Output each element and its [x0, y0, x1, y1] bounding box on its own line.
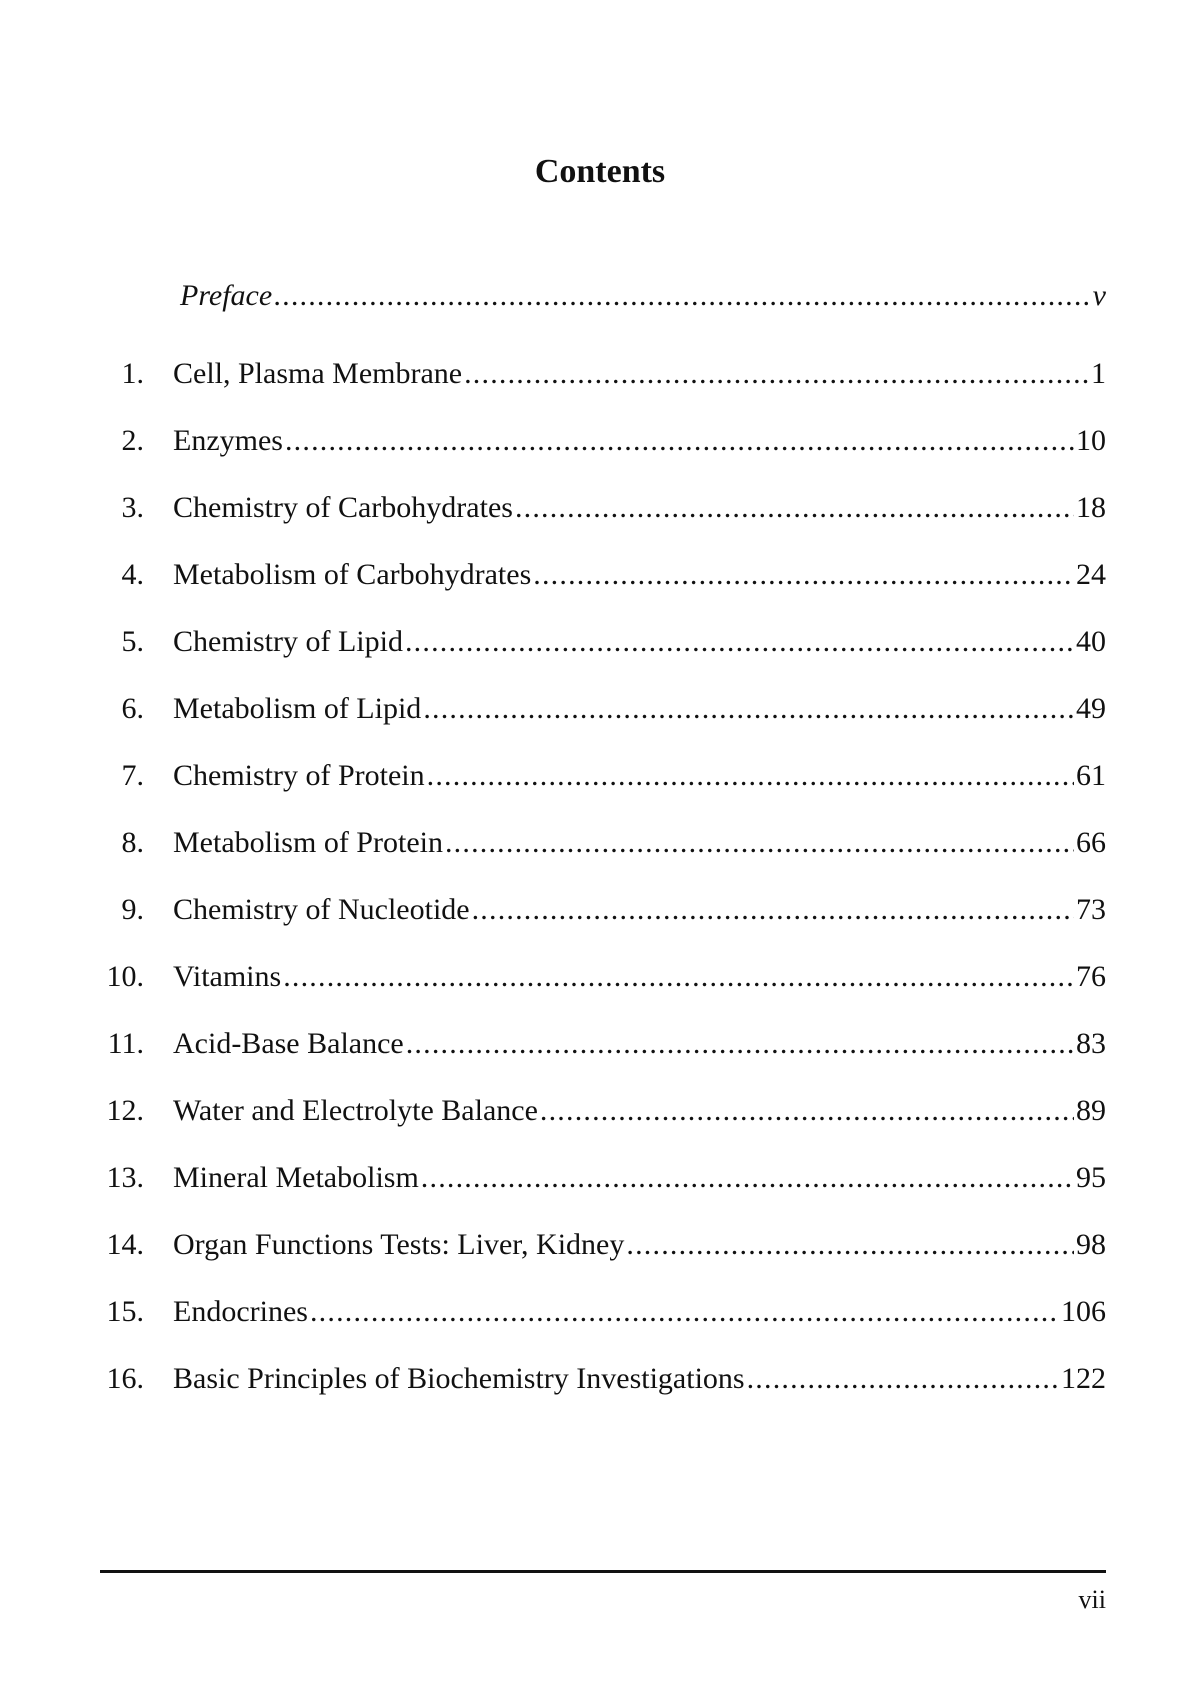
dot-leader: [464, 354, 1089, 394]
toc-entry[interactable]: [0, 555, 1200, 622]
chapter-number: 4.: [121, 558, 144, 591]
chapter-number: 8.: [121, 826, 144, 859]
chapter-number: 12.: [106, 1094, 144, 1127]
dot-leader: [747, 1359, 1059, 1399]
dot-leader: [405, 622, 1074, 662]
dot-leader: [283, 957, 1074, 997]
chapter-title: Mineral Metabolism: [173, 1161, 419, 1194]
chapter-page-number: 61: [1076, 759, 1106, 792]
dot-leader: [445, 823, 1074, 863]
page-title: Contents: [534, 153, 666, 190]
chapter-page-number: 66: [1076, 826, 1106, 859]
chapter-page-number: 106: [1061, 1295, 1106, 1328]
toc-entry[interactable]: [0, 1158, 1200, 1225]
toc-entry[interactable]: [0, 890, 1200, 957]
preface-page-number: v: [1092, 279, 1106, 312]
chapter-number: 10.: [106, 960, 144, 993]
chapter-number: 2.: [121, 424, 144, 457]
chapter-number: 1.: [121, 357, 144, 390]
preface-label: Preface: [180, 279, 273, 312]
chapter-title: Acid-Base Balance: [173, 1027, 404, 1060]
dot-leader: [472, 890, 1074, 930]
chapter-page-number: 10: [1076, 424, 1106, 457]
chapter-number: 3.: [121, 491, 144, 524]
chapter-number: 13.: [106, 1161, 144, 1194]
chapter-number: 5.: [121, 625, 144, 658]
dot-leader: [421, 1158, 1074, 1198]
chapter-page-number: 18: [1076, 491, 1106, 524]
chapter-page-number: 24: [1076, 558, 1106, 591]
chapter-page-number: 40: [1076, 625, 1106, 658]
dot-leader: [274, 276, 1091, 316]
toc-entry[interactable]: [0, 1091, 1200, 1158]
chapter-number: 14.: [106, 1228, 144, 1261]
chapter-page-number: 73: [1076, 893, 1106, 926]
chapter-page-number: 89: [1076, 1094, 1106, 1127]
chapter-page-number: 76: [1076, 960, 1106, 993]
chapter-title: Endocrines: [173, 1295, 308, 1328]
chapter-page-number: 49: [1076, 692, 1106, 725]
toc-entry[interactable]: [0, 1359, 1200, 1426]
footer-divider: [100, 1570, 1106, 1573]
toc-entry[interactable]: [0, 1292, 1200, 1359]
toc-entry[interactable]: [0, 823, 1200, 890]
chapter-title: Vitamins: [173, 960, 282, 993]
toc-entry[interactable]: [0, 354, 1200, 421]
toc-entry[interactable]: [0, 689, 1200, 756]
chapter-title: Chemistry of Nucleotide: [173, 893, 470, 926]
chapter-title: Metabolism of Carbohydrates: [173, 558, 532, 591]
toc-entry[interactable]: [0, 488, 1200, 555]
chapter-number: 7.: [121, 759, 144, 792]
chapter-number: 11.: [107, 1027, 144, 1060]
toc-entry[interactable]: [0, 957, 1200, 1024]
toc-entry[interactable]: [0, 1225, 1200, 1292]
folio-page-number: vii: [1078, 1585, 1106, 1614]
chapter-title: Metabolism of Protein: [173, 826, 443, 859]
chapter-page-number: 1: [1091, 357, 1106, 390]
toc-entry[interactable]: [0, 622, 1200, 689]
chapter-page-number: 83: [1076, 1027, 1106, 1060]
chapter-page-number: 95: [1076, 1161, 1106, 1194]
chapter-title: Chemistry of Carbohydrates: [173, 491, 513, 524]
chapter-title: Enzymes: [173, 424, 283, 457]
dot-leader: [423, 689, 1074, 729]
chapter-number: 16.: [106, 1362, 144, 1395]
dot-leader: [406, 1024, 1074, 1064]
chapter-number: 9.: [121, 893, 144, 926]
dot-leader: [310, 1292, 1059, 1332]
chapter-title: Basic Principles of Biochemistry Investigations: [173, 1362, 745, 1395]
toc-entry[interactable]: [0, 421, 1200, 488]
toc-entry-preface[interactable]: [180, 276, 1106, 316]
chapter-page-number: 122: [1061, 1362, 1106, 1395]
dot-leader: [540, 1091, 1074, 1131]
chapter-title: Metabolism of Lipid: [173, 692, 422, 725]
chapter-page-number: 98: [1076, 1228, 1106, 1261]
toc-list: [0, 354, 1200, 1426]
chapter-title: Chemistry of Protein: [173, 759, 425, 792]
dot-leader: [515, 488, 1074, 528]
dot-leader: [626, 1225, 1074, 1265]
dot-leader: [533, 555, 1074, 595]
toc-entry[interactable]: [0, 1024, 1200, 1091]
chapter-number: 6.: [121, 692, 144, 725]
chapter-title: Cell, Plasma Membrane: [173, 357, 463, 390]
toc-entry[interactable]: [0, 756, 1200, 823]
dot-leader: [427, 756, 1074, 796]
chapter-title: Water and Electrolyte Balance: [173, 1094, 538, 1127]
chapter-title: Organ Functions Tests: Liver, Kidney: [173, 1228, 625, 1261]
chapter-number: 15.: [106, 1295, 144, 1328]
dot-leader: [285, 421, 1074, 461]
chapter-title: Chemistry of Lipid: [173, 625, 403, 658]
